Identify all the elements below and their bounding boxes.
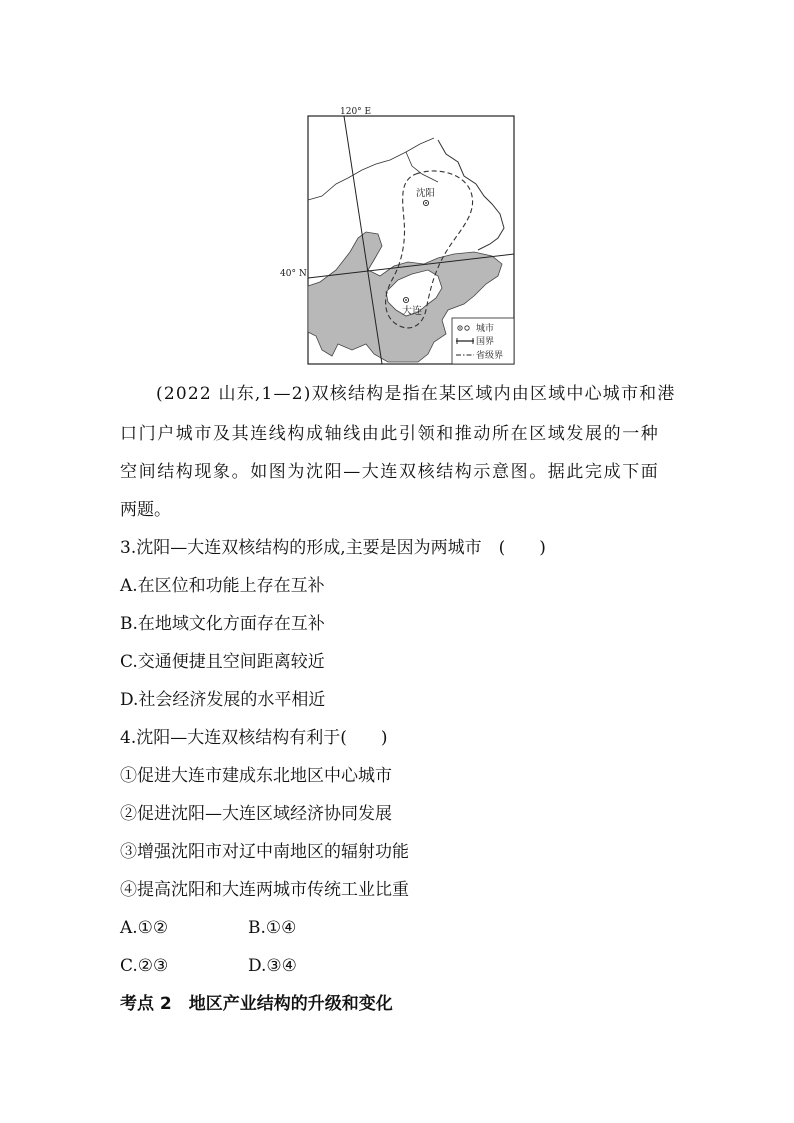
question-3-stem: 3.沈阳—大连双核结构的形成,主要是因为两城市 ( ) xyxy=(120,538,546,558)
q4-option-d: D.③④ xyxy=(248,956,297,976)
q3-option-a: A.在区位和功能上存在互补 xyxy=(120,576,325,596)
intro-line-3: 空间结构现象。如图为沈阳—大连双核结构示意图。据此完成下面 xyxy=(120,462,660,482)
q3-option-d: D.社会经济发展的水平相近 xyxy=(120,690,326,710)
parallel-label: 40° N xyxy=(280,269,307,279)
q4-item-2: ②促进沈阳—大连区域经济协同发展 xyxy=(120,804,392,824)
q3-option-c: C.交通便捷且空间距离较近 xyxy=(120,652,325,672)
q4-item-1: ①促进大连市建成东北地区中心城市 xyxy=(120,766,392,786)
meridian-label: 120° E xyxy=(340,107,372,117)
q4-item-4: ④提高沈阳和大连两城市传统工业比重 xyxy=(120,880,409,900)
map-svg xyxy=(278,104,528,366)
map-legend xyxy=(452,318,514,364)
q4-option-b: B.①④ xyxy=(248,918,297,938)
q4-option-a: A.①② xyxy=(120,918,169,938)
q4-option-c: C.②③ xyxy=(120,956,169,976)
intro-line-2: 口门户城市及其连线构成轴线由此引领和推动所在区域发展的一种 xyxy=(120,424,660,444)
dalian-label: 大连 xyxy=(402,306,422,317)
shenyang-label: 沈阳 xyxy=(416,188,436,199)
q4-item-3: ③增强沈阳市对辽中南地区的辐射功能 xyxy=(120,842,409,862)
legend-national-border-label: 国界 xyxy=(476,337,495,347)
intro-line-1: (2022 山东,1—2)双核结构是指在某区域内由区域中心城市和港 xyxy=(156,384,676,404)
intro-line-4: 两题。 xyxy=(120,500,171,520)
q3-option-b: B.在地域文化方面存在互补 xyxy=(120,614,325,634)
map-figure xyxy=(278,104,528,366)
question-4-stem: 4.沈阳—大连双核结构有利于( ) xyxy=(120,728,388,748)
legend-city-label: 城市 xyxy=(476,324,495,334)
legend-provincial-border-label: 省级界 xyxy=(476,351,504,361)
section-heading: 考点 2 地区产业结构的升级和变化 xyxy=(120,994,393,1014)
